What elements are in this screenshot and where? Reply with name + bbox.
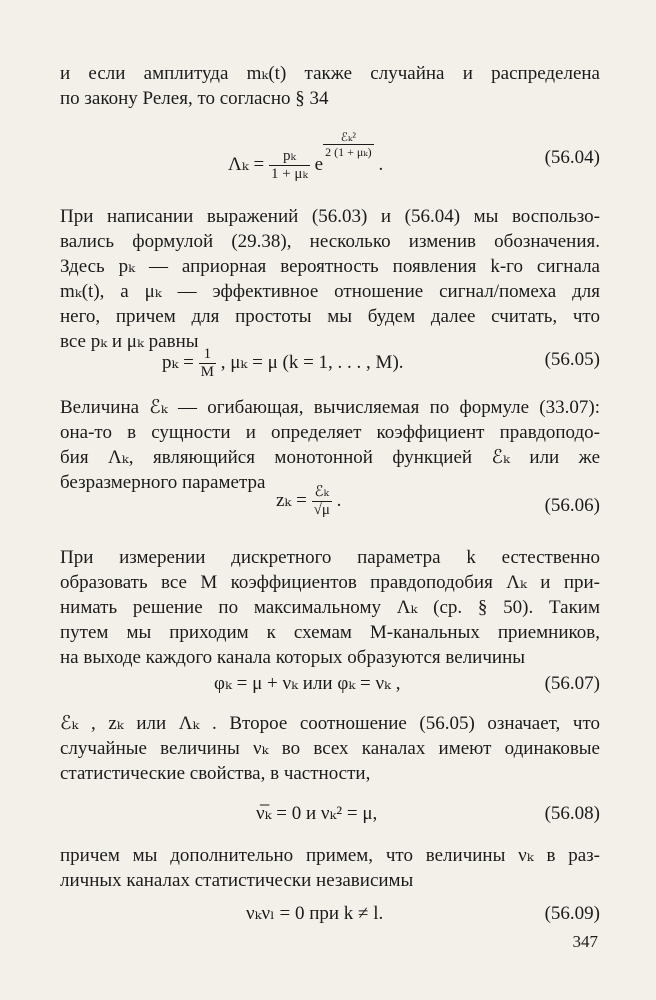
- exponent-denominator: 2 (1 + μₖ): [325, 145, 372, 159]
- equation-number: (56.05): [544, 349, 600, 370]
- text-line: Здесь pₖ — априорная вероятность появления k-го сигнала: [60, 256, 600, 277]
- fraction: [312, 484, 332, 519]
- equation-56-05: [162, 346, 404, 381]
- fraction-numerator: pₖ: [269, 148, 310, 166]
- fraction-numerator: ℰₖ: [312, 484, 332, 502]
- text-line: безразмерного параметра: [60, 472, 266, 493]
- fraction-denominator: M: [200, 364, 214, 380]
- fraction-denominator: √μ: [313, 502, 330, 518]
- text-line: на выходе каждого канала которых образуются величины: [60, 647, 526, 668]
- text-line: бия Λₖ, являющийся монотонной функцией ℰₖ или же: [60, 447, 600, 468]
- fraction-denominator: 1 + μₖ: [270, 166, 308, 183]
- text-line: образовать все M коэффициентов правдоподобия Λₖ и при-: [60, 572, 600, 593]
- fraction: [199, 346, 216, 381]
- text-line: mₖ(t), а μₖ — эффективное отношение сигнал/помеха для: [60, 281, 600, 302]
- text-line: При написании выражений (56.03) и (56.04) мы воспользо-: [60, 206, 600, 227]
- text-line: вались формулой (29.38), несколько изменив обозначения.: [60, 231, 600, 252]
- equation-56-07: φₖ = μ + νₖ или φₖ = νₖ ,: [214, 673, 401, 694]
- equation-number: (56.08): [544, 803, 600, 824]
- text-line: и если амплитуда mₖ(t) также случайна и распределена: [60, 63, 600, 84]
- eq-tail: .: [336, 489, 342, 511]
- eq-lhs: pₖ =: [162, 351, 194, 373]
- text-line: ℰₖ , zₖ или Λₖ . Второе соотношение (56.05) означает, что: [60, 713, 600, 734]
- exponent-fraction: [323, 130, 374, 159]
- equation-number: (56.04): [544, 147, 600, 168]
- equation-56-09: νₖνₗ = 0 при k ≠ l.: [246, 903, 384, 924]
- equation-number: (56.07): [544, 673, 600, 694]
- text-line: случайные величины νₖ во всех каналах имеют одинаковые: [60, 738, 600, 759]
- text-line: по закону Релея, то согласно § 34: [60, 88, 329, 109]
- equation-56-08: ν̅ₖ = 0 и νₖ² = μ,: [256, 803, 378, 824]
- text-line: него, причем для простоты мы будем далее считать, что: [60, 306, 600, 327]
- eq-tail: .: [378, 154, 384, 175]
- text-line: она-то в сущности и определяет коэффициент правдоподо-: [60, 422, 600, 443]
- eq-lhs: zₖ =: [276, 489, 307, 511]
- exp-base: e: [314, 154, 324, 175]
- eq-lhs: Λₖ =: [228, 154, 265, 175]
- text-line: При измерении дискретного параметра k естественно: [60, 547, 600, 568]
- text-line: Величина ℰₖ — огибающая, вычисляемая по формуле (33.07):: [60, 397, 600, 418]
- equation-56-04: [228, 130, 383, 183]
- text-line: нимать решение по максимальному Λₖ (ср. § 50). Таким: [60, 597, 600, 618]
- text-line: все pₖ и μₖ равны: [60, 331, 199, 352]
- fraction: [269, 148, 310, 183]
- text-line: статистические свойства, в частности,: [60, 763, 371, 784]
- fraction-numerator: 1: [199, 346, 216, 364]
- text-line: личных каналах статистически независимы: [60, 870, 414, 891]
- text-line: причем мы дополнительно примем, что величины νₖ в раз-: [60, 845, 600, 866]
- exponent-numerator: ℰₖ²: [323, 130, 374, 145]
- page-number: 347: [572, 932, 598, 951]
- text-line: путем мы приходим к схемам M-канальных приемников,: [60, 622, 600, 643]
- equation-number: (56.06): [544, 495, 600, 516]
- eq-rest: , μₖ = μ (k = 1, . . . , M).: [220, 351, 404, 373]
- equation-number: (56.09): [544, 903, 600, 924]
- equation-56-06: [276, 484, 341, 519]
